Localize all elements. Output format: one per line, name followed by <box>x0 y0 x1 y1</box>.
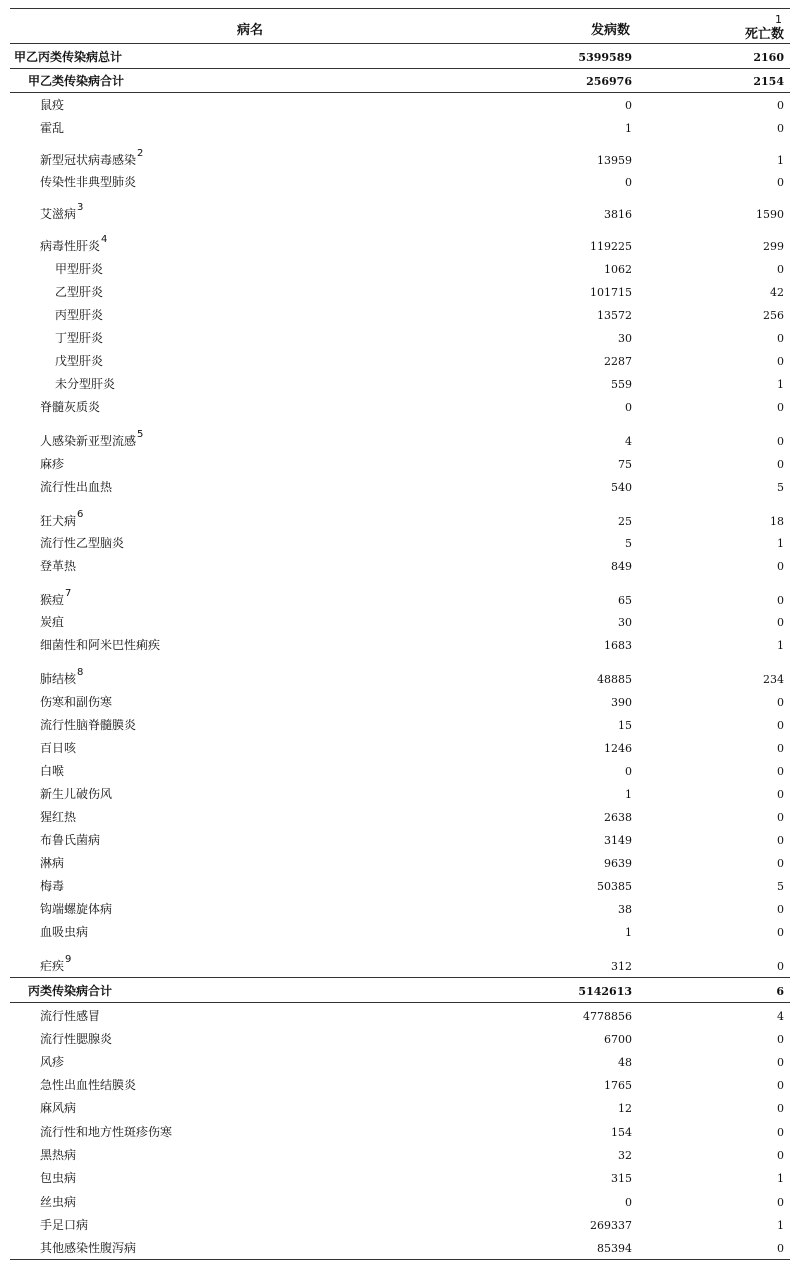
table-row <box>10 1073 790 1096</box>
disease-name-text: 风疹 <box>40 1055 65 1069</box>
case-count: 540 <box>611 481 632 494</box>
death-count: 5 <box>777 481 784 494</box>
case-count: 0 <box>625 401 632 414</box>
case-count: 315 <box>611 1172 632 1185</box>
case-count: 4778856 <box>583 1010 632 1023</box>
disease-name-text: 新型冠状病毒感染 <box>40 153 137 167</box>
death-count: 0 <box>777 811 784 824</box>
case-count: 1246 <box>604 742 632 755</box>
disease-name <box>40 877 64 894</box>
table-row <box>10 171 790 193</box>
death-count: 299 <box>763 240 784 253</box>
disease-name <box>40 588 71 608</box>
disease-name <box>40 429 143 449</box>
disease-name-text: 狂犬病 <box>40 514 77 528</box>
case-count: 0 <box>625 765 632 778</box>
table-row <box>10 257 790 280</box>
disease-name <box>40 1053 64 1070</box>
disease-name-text: 丁型肝炎 <box>55 331 104 345</box>
disease-name <box>40 509 83 529</box>
table-row <box>10 418 790 452</box>
case-count: 559 <box>611 378 632 391</box>
death-count: 0 <box>777 560 784 573</box>
disease-name-text: 病毒性肝炎 <box>40 239 101 253</box>
disease-name-text: 登革热 <box>40 559 77 573</box>
table-row <box>10 225 790 257</box>
death-count: 234 <box>763 673 784 686</box>
case-count: 1 <box>625 122 632 135</box>
case-count: 1 <box>625 926 632 939</box>
table-row <box>10 736 790 759</box>
case-count: 38 <box>618 903 632 916</box>
case-count: 30 <box>618 332 632 345</box>
disease-name-text: 其他感染性腹泻病 <box>40 1241 137 1255</box>
disease-name-text: 细菌性和阿米巴性痢疾 <box>40 638 161 652</box>
case-count: 65 <box>618 594 632 607</box>
death-count: 0 <box>777 719 784 732</box>
disease-name <box>40 716 136 733</box>
disease-name-text: 流行性乙型脑炎 <box>40 536 125 550</box>
case-count: 312 <box>611 960 632 973</box>
table-row <box>10 713 790 736</box>
case-count: 25 <box>618 515 632 528</box>
case-count: 15 <box>618 719 632 732</box>
death-count: 0 <box>777 332 784 345</box>
death-count: 0 <box>777 458 784 471</box>
table-row <box>10 1236 790 1259</box>
disease-name <box>14 48 122 65</box>
disease-name-text: 黑热病 <box>40 1148 77 1162</box>
disease-name-text: 流行性和地方性斑疹伤寒 <box>40 1125 173 1139</box>
death-count: 0 <box>777 765 784 778</box>
table-row <box>10 116 790 139</box>
disease-name-text: 流行性脑脊髓膜炎 <box>40 718 137 732</box>
header-deaths-label: 死亡数 <box>744 27 784 42</box>
disease-name-text: 麻疹 <box>40 457 65 471</box>
disease-name <box>55 283 103 300</box>
disease-name <box>40 534 124 551</box>
death-count: 1 <box>777 378 784 391</box>
table-row <box>10 1189 790 1213</box>
disease-name-text: 传染性非典型肺炎 <box>40 175 137 189</box>
footnote-marker: 2 <box>137 148 144 159</box>
disease-name-text: 乙型肝炎 <box>55 285 104 299</box>
table-row <box>10 690 790 713</box>
case-count: 12 <box>618 1102 632 1115</box>
table-row <box>10 303 790 326</box>
disease-name-text: 甲乙丙类传染病总计 <box>14 50 123 64</box>
table-row <box>10 1213 790 1236</box>
table-row <box>10 452 790 475</box>
disease-name-text: 艾滋病 <box>40 207 77 221</box>
disease-name-text: 包虫病 <box>40 1171 77 1185</box>
disease-name <box>40 667 83 687</box>
disease-name-text: 急性出血性结膜炎 <box>40 1078 137 1092</box>
disease-name <box>40 119 64 136</box>
case-count: 1062 <box>604 263 632 276</box>
footnote-marker: 6 <box>77 509 84 520</box>
disease-name <box>40 202 83 222</box>
disease-name-text: 炭疽 <box>40 615 65 629</box>
case-count: 154 <box>611 1126 632 1139</box>
disease-name <box>40 1076 136 1093</box>
table-row <box>10 349 790 372</box>
table-row <box>10 69 790 93</box>
death-count: 0 <box>777 926 784 939</box>
table-row <box>10 805 790 828</box>
case-count: 2287 <box>604 355 632 368</box>
table-row <box>10 139 790 171</box>
disease-name-text: 戊型肝炎 <box>55 354 104 368</box>
table-row <box>10 93 790 116</box>
table-row <box>10 943 790 977</box>
disease-name <box>40 1123 172 1140</box>
case-count: 0 <box>625 99 632 112</box>
death-count: 4 <box>777 1010 784 1023</box>
table-row <box>10 977 790 1003</box>
death-count: 0 <box>777 99 784 112</box>
disease-name-text: 钩端螺旋体病 <box>40 902 113 916</box>
header-disease-name: 病名 <box>236 23 263 38</box>
disease-name <box>40 923 88 940</box>
disease-name <box>40 831 100 848</box>
disease-name-text: 猴痘 <box>40 593 65 607</box>
table-row <box>10 874 790 897</box>
disease-name <box>40 900 112 917</box>
disease-name-text: 白喉 <box>40 764 65 778</box>
disease-name-text: 疟疾 <box>40 959 65 973</box>
death-count: 0 <box>777 1126 784 1139</box>
case-count: 9639 <box>604 857 632 870</box>
case-count: 85394 <box>597 1242 632 1255</box>
disease-name <box>40 478 112 495</box>
disease-name-text: 鼠疫 <box>40 98 65 112</box>
table-row <box>10 611 790 633</box>
death-count: 2160 <box>753 51 784 64</box>
table-row <box>10 656 790 690</box>
footnote-marker: 9 <box>65 954 72 965</box>
disease-name-text: 麻风病 <box>40 1101 77 1115</box>
case-count: 119225 <box>590 240 632 253</box>
disease-name <box>40 398 100 415</box>
death-count: 0 <box>777 122 784 135</box>
case-count: 48 <box>618 1056 632 1069</box>
death-count: 42 <box>770 286 784 299</box>
death-count: 0 <box>777 594 784 607</box>
case-count: 256976 <box>586 75 632 88</box>
case-count: 3816 <box>604 208 632 221</box>
death-count: 0 <box>777 1033 784 1046</box>
case-count: 269337 <box>590 1219 632 1232</box>
death-count: 0 <box>777 401 784 414</box>
disease-name-text: 流行性腮腺炎 <box>40 1032 113 1046</box>
disease-name-text: 血吸虫病 <box>40 925 89 939</box>
table-row <box>10 759 790 782</box>
disease-name-text: 丝虫病 <box>40 1195 77 1209</box>
table-row <box>10 326 790 349</box>
table-row <box>10 577 790 611</box>
death-count: 0 <box>777 903 784 916</box>
disease-name <box>40 1193 76 1210</box>
table-row <box>10 372 790 395</box>
case-count: 101715 <box>590 286 632 299</box>
disease-name <box>40 854 64 871</box>
disease-name <box>40 613 64 630</box>
death-count: 0 <box>777 1056 784 1069</box>
death-count: 1590 <box>756 208 784 221</box>
case-count: 75 <box>618 458 632 471</box>
table-row <box>10 1027 790 1050</box>
disease-name-text: 百日咳 <box>40 741 77 755</box>
death-count: 0 <box>777 616 784 629</box>
table-row <box>10 498 790 532</box>
disease-statistics-table <box>10 8 790 1260</box>
disease-name-text: 人感染新亚型流感 <box>40 434 137 448</box>
table-row <box>10 1050 790 1073</box>
table-bottom-rule <box>10 1259 790 1260</box>
death-count: 1 <box>777 537 784 550</box>
table-row <box>10 1166 790 1189</box>
death-count: 1 <box>777 154 784 167</box>
disease-name-text: 霍乱 <box>40 121 65 135</box>
table-row <box>10 1143 790 1166</box>
table-row <box>10 1096 790 1119</box>
case-count: 849 <box>611 560 632 573</box>
disease-name <box>55 375 115 392</box>
disease-name <box>28 982 112 999</box>
table-row <box>10 193 790 225</box>
case-count: 1683 <box>604 639 632 652</box>
disease-name-text: 新生儿破伤风 <box>40 787 113 801</box>
disease-name <box>40 1216 88 1233</box>
death-count: 0 <box>777 263 784 276</box>
disease-name <box>55 329 103 346</box>
death-count: 0 <box>777 1196 784 1209</box>
table-row <box>10 782 790 805</box>
disease-name <box>40 693 112 710</box>
case-count: 48885 <box>597 673 632 686</box>
footnote-marker: 3 <box>77 202 84 213</box>
disease-name <box>40 762 64 779</box>
death-count: 0 <box>777 788 784 801</box>
disease-name <box>55 260 103 277</box>
disease-name <box>40 1239 136 1256</box>
death-count: 0 <box>777 435 784 448</box>
disease-name <box>40 1169 76 1186</box>
disease-name <box>40 234 107 254</box>
disease-name <box>40 954 71 974</box>
death-count: 0 <box>777 857 784 870</box>
disease-name-text: 丙型肝炎 <box>55 308 104 322</box>
disease-name-text: 梅毒 <box>40 879 65 893</box>
case-count: 0 <box>625 176 632 189</box>
disease-name-text: 甲型肝炎 <box>55 262 104 276</box>
disease-name <box>40 96 64 113</box>
disease-name <box>40 148 143 168</box>
table-row <box>10 920 790 943</box>
disease-name <box>40 173 136 190</box>
death-count: 0 <box>777 1149 784 1162</box>
disease-name <box>40 557 76 574</box>
case-count: 32 <box>618 1149 632 1162</box>
table-row <box>10 897 790 920</box>
case-count: 1 <box>625 788 632 801</box>
header-deaths-footnote: 1 <box>775 13 782 26</box>
case-count: 6700 <box>604 1033 632 1046</box>
table-row <box>10 280 790 303</box>
disease-name-text: 肺结核 <box>40 672 77 686</box>
header-deaths <box>744 13 784 42</box>
table-row <box>10 1119 790 1143</box>
disease-name <box>40 785 112 802</box>
table-row <box>10 395 790 418</box>
table-row <box>10 851 790 874</box>
table-body <box>10 44 790 1259</box>
disease-name-text: 甲乙类传染病合计 <box>28 74 125 88</box>
disease-name <box>40 1099 76 1116</box>
death-count: 0 <box>777 960 784 973</box>
death-count: 2154 <box>753 75 784 88</box>
disease-name <box>55 306 103 323</box>
table-header <box>10 8 790 44</box>
death-count: 1 <box>777 1172 784 1185</box>
case-count: 0 <box>625 1196 632 1209</box>
table-row <box>10 554 790 577</box>
footnote-marker: 4 <box>101 234 108 245</box>
table-row <box>10 828 790 851</box>
disease-name <box>55 352 103 369</box>
disease-name <box>28 72 124 89</box>
disease-name <box>40 1030 112 1047</box>
death-count: 0 <box>777 742 784 755</box>
disease-name-text: 流行性感冒 <box>40 1009 101 1023</box>
disease-name-text: 脊髓灰质炎 <box>40 400 101 414</box>
disease-name-text: 未分型肝炎 <box>55 377 116 391</box>
table-row <box>10 44 790 69</box>
case-count: 390 <box>611 696 632 709</box>
header-cases: 发病数 <box>590 23 630 38</box>
disease-name-text: 手足口病 <box>40 1218 89 1232</box>
case-count: 3149 <box>604 834 632 847</box>
death-count: 0 <box>777 176 784 189</box>
footnote-marker: 8 <box>77 667 84 678</box>
death-count: 0 <box>777 355 784 368</box>
footnote-marker: 7 <box>65 588 72 599</box>
death-count: 5 <box>777 880 784 893</box>
table-row <box>10 475 790 498</box>
death-count: 0 <box>777 834 784 847</box>
disease-name-text: 淋病 <box>40 856 65 870</box>
case-count: 13959 <box>597 154 632 167</box>
disease-name <box>40 808 76 825</box>
disease-name <box>40 1146 76 1163</box>
table-row <box>10 633 790 656</box>
disease-name <box>40 636 160 653</box>
disease-name-text: 流行性出血热 <box>40 480 113 494</box>
disease-name <box>40 455 64 472</box>
disease-name-text: 丙类传染病合计 <box>28 984 113 998</box>
case-count: 5 <box>625 537 632 550</box>
disease-name-text: 布鲁氏菌病 <box>40 833 101 847</box>
disease-name <box>40 739 76 756</box>
case-count: 1765 <box>604 1079 632 1092</box>
footnote-marker: 5 <box>137 429 144 440</box>
death-count: 0 <box>777 1242 784 1255</box>
death-count: 6 <box>776 985 784 998</box>
disease-name <box>40 1007 100 1024</box>
death-count: 18 <box>770 515 784 528</box>
disease-name-text: 猩红热 <box>40 810 77 824</box>
table-row <box>10 1003 790 1027</box>
death-count: 1 <box>777 639 784 652</box>
death-count: 1 <box>777 1219 784 1232</box>
case-count: 5142613 <box>578 985 632 998</box>
case-count: 50385 <box>597 880 632 893</box>
case-count: 13572 <box>597 309 632 322</box>
death-count: 256 <box>763 309 784 322</box>
table-row <box>10 532 790 554</box>
death-count: 0 <box>777 1102 784 1115</box>
death-count: 0 <box>777 1079 784 1092</box>
case-count: 5399589 <box>578 51 632 64</box>
death-count: 0 <box>777 696 784 709</box>
case-count: 2638 <box>604 811 632 824</box>
case-count: 4 <box>625 435 632 448</box>
case-count: 30 <box>618 616 632 629</box>
disease-name-text: 伤寒和副伤寒 <box>40 695 113 709</box>
